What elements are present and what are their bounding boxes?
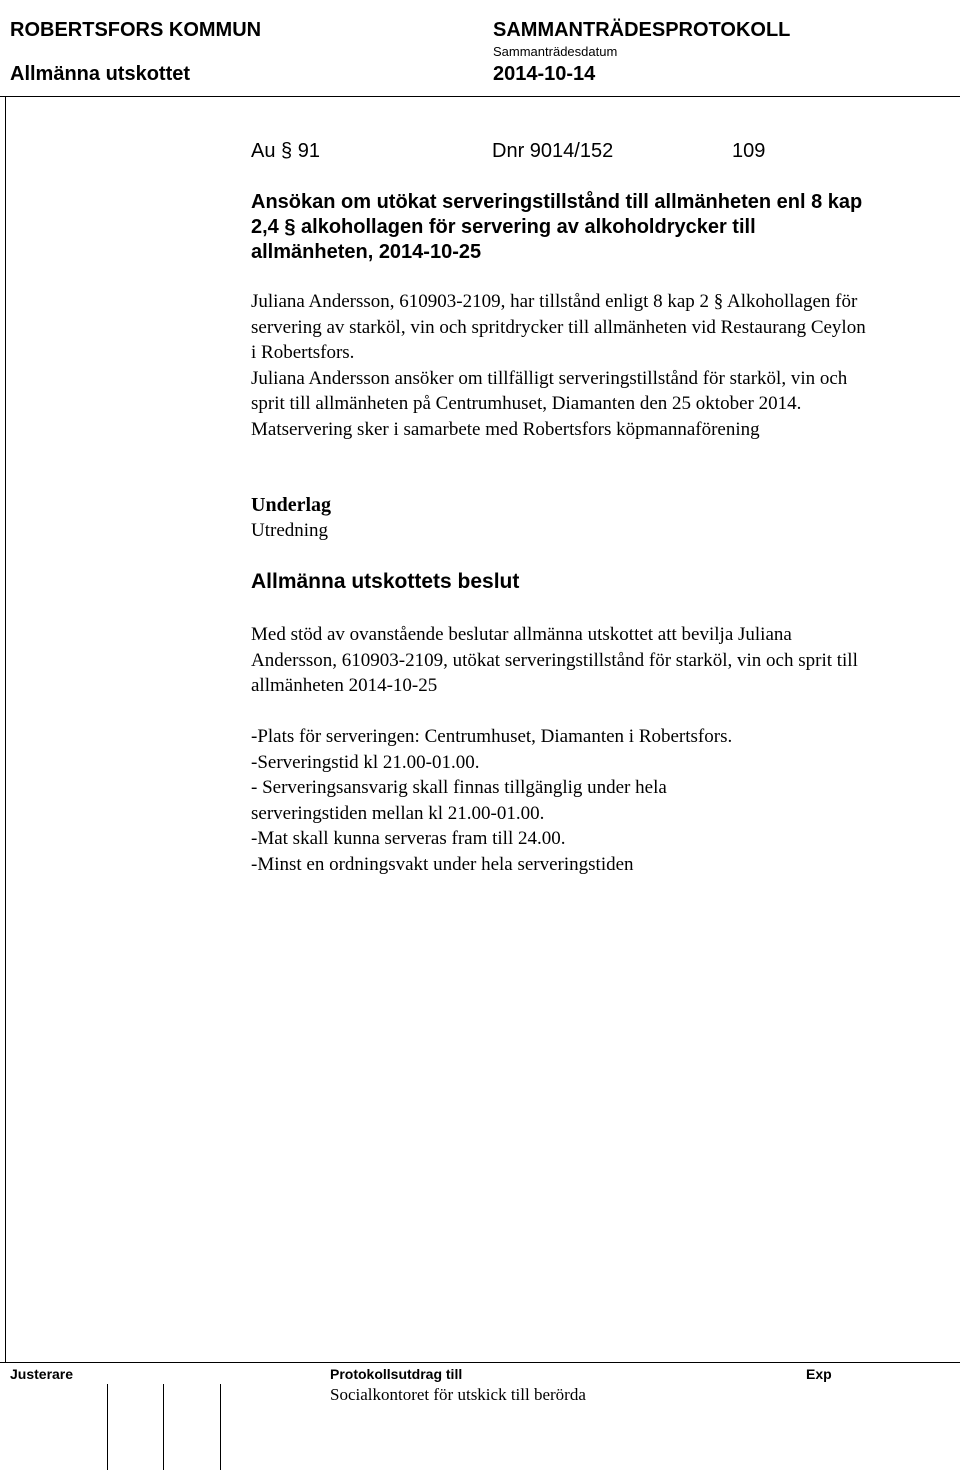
condition-item: -Serveringstid kl 21.00-01.00.	[251, 751, 480, 773]
exp-label: Exp	[806, 1366, 832, 1382]
meeting-date: 2014-10-14	[493, 63, 596, 85]
condition-item: - Serveringsansvarig skall finnas tillgänglig under hela	[251, 777, 667, 798]
signature-box-divider	[107, 1384, 108, 1470]
background-catering-text: Matservering sker i samarbete med Robertsfors köpmannaförening	[251, 418, 760, 440]
committee-name: Allmänna utskottet	[10, 63, 191, 85]
diary-number: Dnr 9014/152	[492, 140, 614, 162]
document-type: SAMMANTRÄDESPROTOKOLL	[493, 19, 791, 41]
justerare-label: Justerare	[10, 1366, 74, 1382]
decision-text: Med stöd av ovanstående beslutar allmänna utskottet att bevilja Juliana Andersson, 610903-2109, utökat serveringstillstånd för starköl, vin och sprit till allmänheten 2014-10-25	[251, 624, 858, 696]
recipient-text: Socialkontoret för utskick till berörda	[330, 1385, 586, 1404]
condition-item: -Mat skall kunna serveras fram till 24.00.	[251, 828, 566, 849]
underlag-value: Utredning	[251, 520, 329, 541]
page-number: 109	[732, 140, 766, 162]
background-application-text: Juliana Andersson ansöker om tillfälligt serveringstillstånd för starköl, vin och sprit till allmänheten på Centrumhuset, Diamanten den 25 oktober 2014.	[251, 367, 848, 414]
condition-item: serveringstiden mellan kl 21.00-01.00.	[251, 802, 545, 824]
condition-item: -Minst en ordningsvakt under hela serveringstiden	[251, 853, 634, 875]
background-section	[251, 289, 871, 442]
signature-box-divider	[220, 1384, 221, 1470]
paragraph-number: Au § 91	[251, 140, 320, 162]
footer-divider	[0, 1362, 960, 1363]
condition-item: -Plats för serveringen: Centrumhuset, Diamanten i Robertsfors.	[251, 726, 733, 747]
underlag-heading: Underlag	[251, 494, 331, 516]
meeting-date-label: Sammanträdesdatum	[493, 44, 618, 59]
organization-name: ROBERTSFORS KOMMUN	[10, 19, 262, 41]
decision-heading: Allmänna utskottets beslut	[251, 570, 520, 593]
case-subject: Ansökan om utökat serveringstillstånd till allmänheten enl 8 kap 2,4 § alkohollagen för servering av alkoholdrycker till allmänheten, 2014-10-25	[251, 191, 863, 263]
background-permit-text: Juliana Andersson, 610903-2109, har tillstånd enligt 8 kap 2 § Alkohollagen för servering av starköl, vin och spritdrycker till allmänheten vid Restaurang Ceylon i Robertsfors.	[251, 291, 866, 363]
header-divider	[0, 96, 960, 97]
conditions-list	[251, 724, 871, 877]
signature-box-divider	[163, 1384, 164, 1470]
protokollsutdrag-label: Protokollsutdrag till	[330, 1366, 463, 1382]
left-margin-line	[5, 96, 6, 1362]
